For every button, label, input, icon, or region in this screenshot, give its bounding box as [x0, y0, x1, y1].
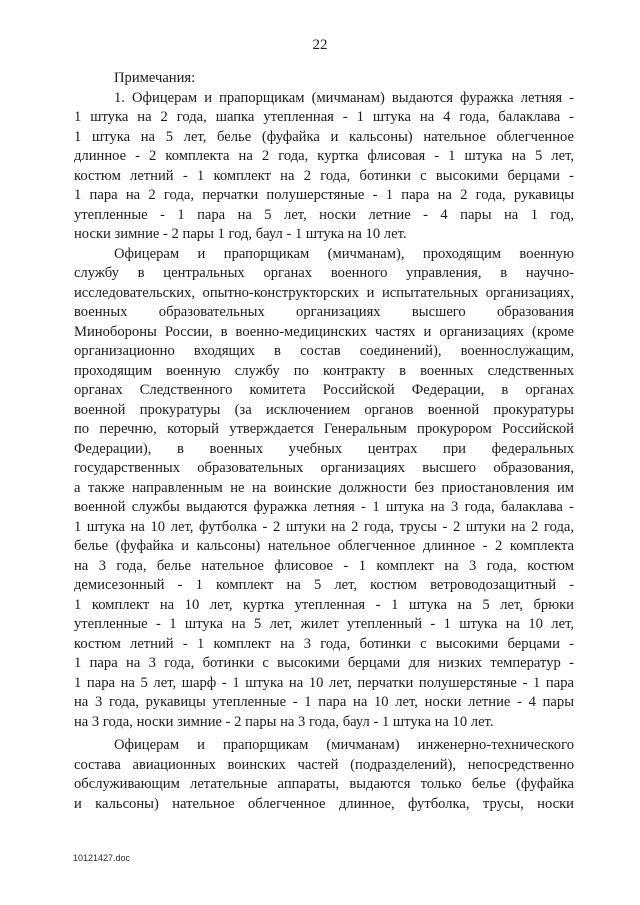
paragraph-line: 1 штука на 10 лет, футболка - 2 штуки на 2 года, трусы - 2 штуки на 2 года,	[74, 518, 574, 535]
paragraph-line: а также направленным не на воинские должности без приостановления им	[74, 479, 574, 496]
paragraph-line: 1 пара на 5 лет, шарф - 1 штука на 10 лет, перчатки полушерстяные - 1 пара	[74, 674, 574, 691]
paragraph-line: демисезонный - 1 комплект на 5 лет, костюм ветроводозащитный -	[74, 577, 574, 593]
paragraph-line: белье (фуфайка и кальсоны) нательное облегченное длинное - 2 комплекта	[74, 538, 574, 554]
paragraph-line: исследовательских, опытно-конструкторских и испытательных организациях,	[74, 284, 574, 301]
notes-text-block	[74, 69, 574, 814]
paragraph-line: государственных образовательных организациях высшего образования,	[74, 460, 574, 476]
paragraph-line: организационно входящих в состав соединений), военнослужащим,	[74, 343, 574, 359]
document-footer-code: 10121427.doc	[73, 853, 131, 863]
paragraph-line: 1 штука на 2 года, шапка утепленная - 1 штука на 4 года, балаклава -	[74, 109, 574, 125]
paragraph-line: и кальсоны) нательное облегченное длинное, футболка, трусы, носки	[74, 795, 574, 812]
paragraph-line: органах Следственного комитета Российской Федерации, в органах	[74, 382, 574, 398]
paragraph-line: 1 комплект на 10 лет, куртка утепленная - 1 штука на 5 лет, брюки	[74, 596, 574, 613]
notes-heading: Примечания:	[114, 70, 196, 86]
paragraph-line: Федерации), в военных учебных центрах при федеральных	[74, 440, 574, 457]
paragraph-line: военной службы выдаются фуражка летняя - 1 штука на 3 года, балаклава -	[74, 499, 574, 515]
paragraph-line: 1 пара на 2 года, перчатки полушерстяные - 1 пара на 2 года, рукавицы	[74, 187, 574, 203]
paragraph-line: длинное - 2 комплекта на 2 года, куртка флисовая - 1 штука на 5 лет,	[74, 148, 574, 164]
paragraph-line: на 3 года, рукавицы утепленные - 1 пара на 10 лет, носки летние - 4 пары	[74, 694, 574, 710]
paragraph-line: носки зимние - 2 пары 1 год, баул - 1 штука на 10 лет.	[74, 226, 407, 242]
paragraph-line: на 3 года, белье нательное флисовое - 1 комплект на 3 года, костюм	[74, 557, 574, 574]
paragraph-line: проходящим военную службу по контракту в военных следственных	[74, 362, 574, 379]
page-number: 22	[312, 37, 328, 53]
notes-paragraph-2	[74, 245, 574, 733]
paragraph-line: обслуживающим летательные аппараты, выдаются только белье (фуфайка	[74, 776, 574, 792]
paragraph-line: костюм летний - 1 комплект на 3 года, ботинки с высокими берцами -	[74, 635, 574, 652]
paragraph-line: 1 штука на 5 лет, белье (фуфайка и кальсоны) нательное облегченное	[74, 128, 574, 145]
paragraph-line: на 3 года, носки зимние - 2 пары на 3 года, баул - 1 штука на 10 лет.	[74, 713, 494, 730]
paragraph-line: 1. Офицерам и прапорщикам (мичманам) выдаются фуражка летняя -	[114, 89, 574, 106]
paragraph-line: военной прокуратуры (за исключением органов военной прокуратуры	[74, 401, 574, 418]
notes-paragraph-3	[74, 736, 574, 814]
paragraph-line: службу в центральных органах военного управления, в научно-	[74, 265, 574, 281]
paragraph-line: состава авиационных воинских частей (подразделений), непосредственно	[74, 756, 574, 773]
notes-paragraph-1	[74, 89, 574, 245]
paragraph-line: костюм летний - 1 комплект на 2 года, ботинки с высокими берцами -	[74, 167, 574, 184]
paragraph-line: Офицерам и прапорщикам (мичманам), проходящим военную	[114, 245, 574, 262]
paragraph-line: утепленные - 1 пара на 5 лет, носки летние - 4 пары на 1 год,	[74, 206, 574, 223]
paragraph-line: утепленные - 1 штука на 5 лет, жилет утепленный - 1 штука на 10 лет,	[74, 616, 574, 632]
paragraph-line: по перечню, который утверждается Генеральным прокурором Российской	[74, 421, 574, 437]
paragraph-line: Минобороны России, в военно-медицинских частях и организациях (кроме	[74, 323, 574, 340]
paragraph-line: военных образовательных организациях высшего образования	[74, 304, 574, 320]
paragraph-line: 1 пара на 3 года, ботинки с высокими берцами для низких температур -	[74, 655, 574, 671]
paragraph-line: Офицерам и прапорщикам (мичманам) инженерно-технического	[114, 737, 574, 753]
